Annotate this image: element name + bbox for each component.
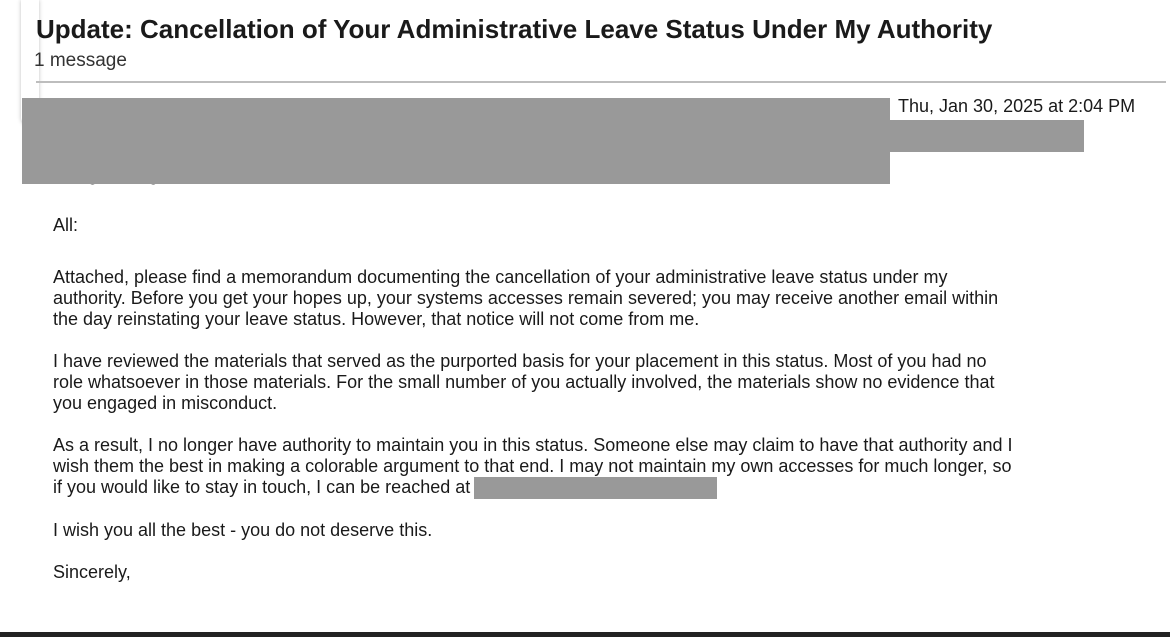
body-line: wish them the best in making a colorable argument to that end. I may not maintain my own accesses for much longer, so [53, 456, 1012, 476]
greeting: All: [53, 215, 79, 235]
body-line-text: if you would like to stay in touch, I can be reached at [53, 477, 471, 497]
body-line [53, 477, 1153, 499]
email-date: Thu, Jan 30, 2025 at 2:04 PM [892, 94, 1139, 120]
message-count: 1 message [34, 50, 127, 71]
body-line: I have reviewed the materials that served as the purported basis for your placement in this status. Most of you had no [53, 351, 987, 371]
subject-divider [36, 81, 1166, 83]
contact-redaction [474, 477, 717, 499]
body-line: role whatsoever in those materials. For the small number of you actually involved, the materials show no evidence that [53, 372, 995, 392]
body-line: the day reinstating your leave status. However, that notice will not come from me. [53, 309, 700, 329]
sender-redaction [22, 98, 890, 184]
recipient-redaction [890, 120, 1084, 152]
body-line: authority. Before you get your hopes up, your systems accesses remain severed; you may receive another email within [53, 288, 999, 308]
body-line: I wish you all the best - you do not deserve this. [53, 520, 433, 541]
closing: Sincerely, [53, 562, 131, 583]
body-line: As a result, I no longer have authority to maintain you in this status. Someone else may claim to have that authority and I [53, 435, 1013, 455]
body-line: Attached, please find a memorandum documenting the cancellation of your administrative leave status under my [53, 267, 948, 287]
email-body [53, 215, 1153, 583]
body-line: you engaged in misconduct. [53, 393, 278, 413]
email-subject: Update: Cancellation of Your Administrative Leave Status Under My Authority [36, 14, 993, 44]
bottom-border [0, 632, 1170, 637]
